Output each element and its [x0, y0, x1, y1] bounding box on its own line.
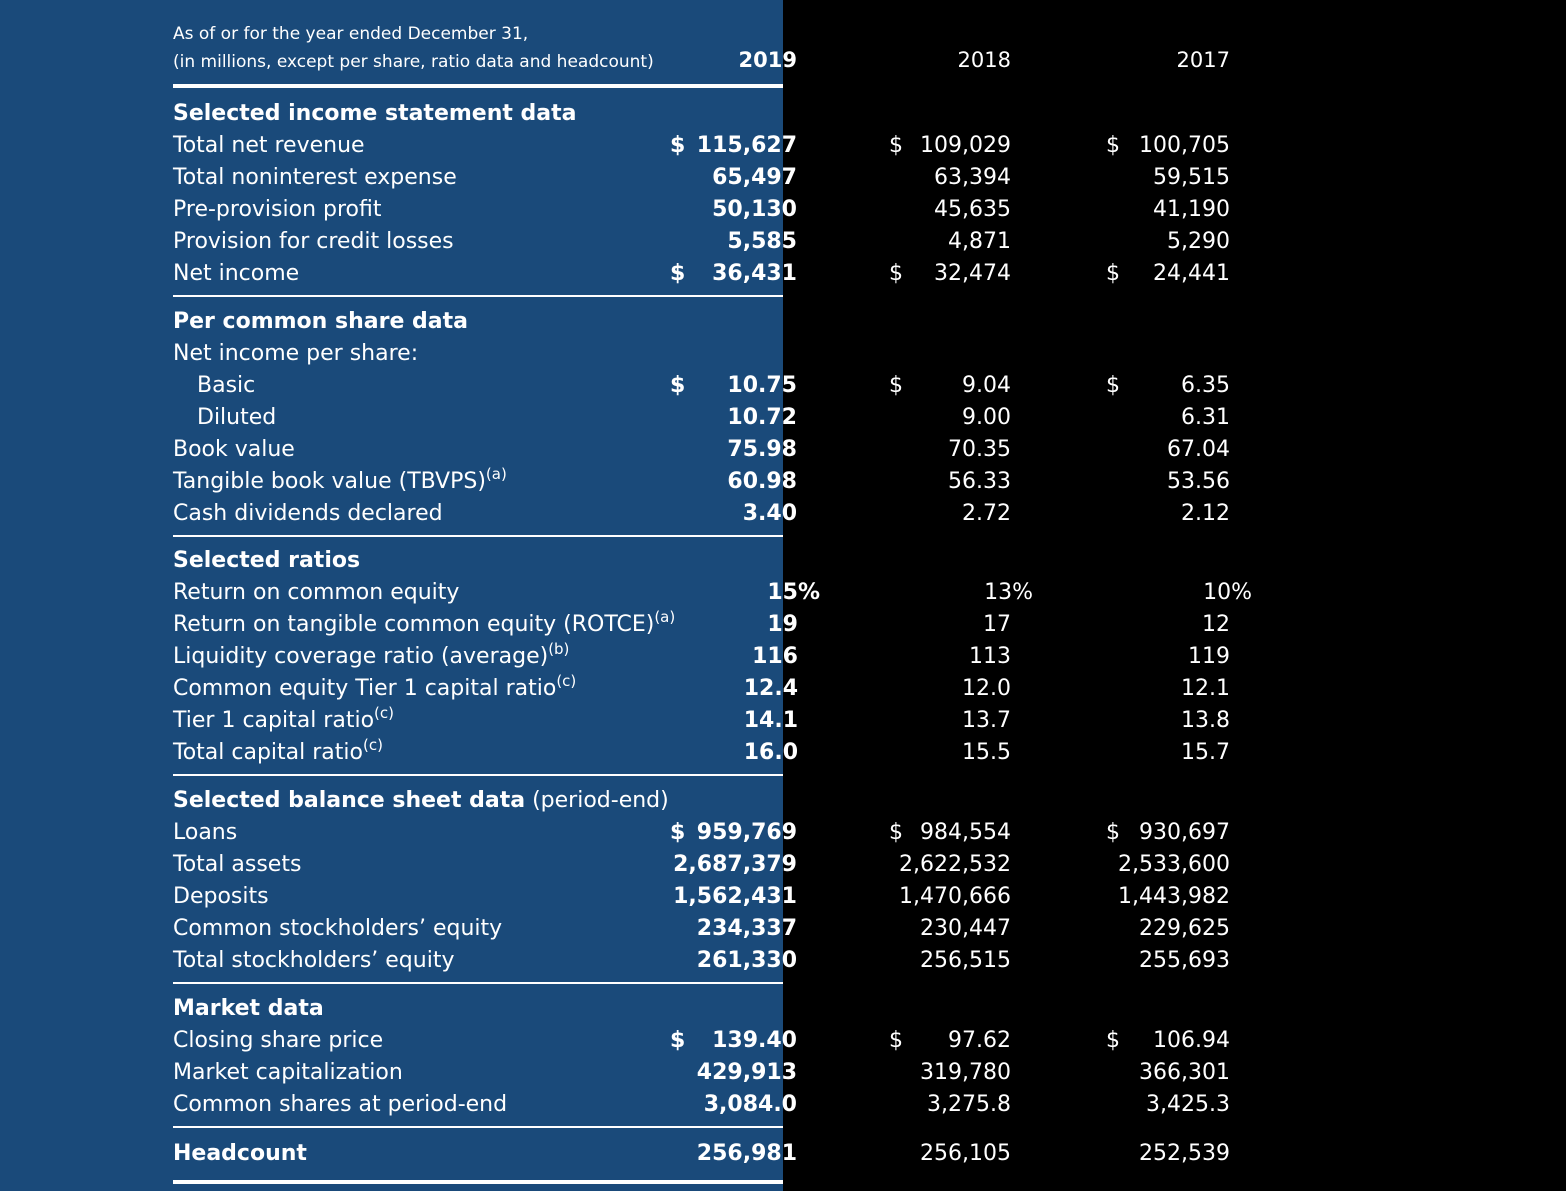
value-2017: 2.12	[1181, 501, 1230, 526]
row-label: Common equity Tier 1 capital ratio$^{(c)}$	[173, 672, 577, 701]
dollar-sign: $	[1106, 261, 1120, 286]
row-label: Liquidity coverage ratio (average)$^{(b)}$	[173, 640, 570, 669]
table-row	[0, 642, 1566, 674]
value-2019: 36,431	[712, 261, 797, 286]
value-2019: 234,337	[696, 916, 797, 941]
table-row	[0, 227, 1566, 259]
year-2017-header: 2017	[1176, 48, 1230, 72]
value-2019: 50,130	[712, 197, 797, 222]
value-2019: 959,769	[696, 820, 797, 845]
dollar-sign: $	[1106, 1028, 1120, 1053]
row-label: Total capital ratio$^{(c)}$	[173, 736, 383, 765]
section-subtitle: Net income per share:	[173, 341, 419, 366]
value-2018: 15.5	[962, 740, 1011, 765]
section-rule	[173, 1126, 783, 1128]
value-2018: 4,871	[948, 229, 1011, 254]
table-row	[0, 371, 1566, 403]
row-label: Common shares at period-end	[173, 1092, 508, 1117]
row-label: Total assets	[173, 852, 302, 877]
row-label: Return on tangible common equity (ROTCE)$^{(a)}$	[173, 608, 676, 637]
value-2019: 261,330	[696, 948, 797, 973]
header-caption-line1: As of or for the year ended December 31,	[173, 24, 529, 44]
value-2018: 9.04	[962, 373, 1011, 398]
dollar-sign: $	[1106, 373, 1120, 398]
section-title: Selected income statement data	[173, 101, 577, 126]
value-2019: 19	[767, 612, 798, 637]
row-label: Return on common equity	[173, 580, 460, 605]
row-label: Book value	[173, 437, 295, 462]
dollar-sign: $	[670, 1028, 686, 1053]
row-label: Provision for credit losses	[173, 229, 454, 254]
table-row	[0, 818, 1566, 850]
headcount-label: Headcount	[173, 1141, 307, 1166]
header-caption-line2: (in millions, except per share, ratio data and headcount)	[173, 52, 654, 72]
value-2017: 106.94	[1153, 1028, 1230, 1053]
dollar-sign: $	[670, 261, 686, 286]
value-2018: 32,474	[934, 261, 1011, 286]
table-row	[0, 163, 1566, 195]
dollar-sign: $	[889, 1028, 903, 1053]
table-row	[0, 946, 1566, 978]
value-2017: 252,539	[1139, 1141, 1230, 1166]
section-rule	[173, 774, 783, 776]
table-row	[0, 1090, 1566, 1122]
section-rule	[173, 295, 783, 297]
value-2019: 14.1	[743, 708, 798, 733]
value-2017: 6.35	[1181, 373, 1230, 398]
value-2018: 256,515	[920, 948, 1011, 973]
dollar-sign: $	[889, 820, 903, 845]
value-2018: 97.62	[948, 1028, 1011, 1053]
row-label: Tier 1 capital ratio$^{(c)}$	[173, 704, 394, 733]
value-2017: 3,425.3	[1146, 1092, 1230, 1117]
value-2017: 53.56	[1167, 469, 1230, 494]
section-pershare	[0, 307, 1566, 339]
row-label: Total stockholders’ equity	[173, 948, 455, 973]
value-2018: 984,554	[920, 820, 1011, 845]
value-2018: 2,622,532	[899, 852, 1011, 877]
footnote-marker: (a)	[654, 608, 676, 626]
value-2019: 1,562,431	[673, 884, 797, 909]
value-2019: 115,627	[696, 133, 797, 158]
value-2019: 429,913	[696, 1060, 797, 1085]
value-2017: 6.31	[1181, 405, 1230, 430]
table-row	[0, 467, 1566, 499]
value-2018: 256,105	[920, 1141, 1011, 1166]
dollar-sign: $	[889, 261, 903, 286]
table-row	[0, 259, 1566, 291]
table-row	[0, 499, 1566, 531]
row-label: Diluted	[197, 405, 277, 430]
value-2019: 65,497	[712, 165, 797, 190]
year-2018-header: 2018	[957, 48, 1011, 72]
value-2017: 10%	[1203, 580, 1252, 605]
table-row	[0, 610, 1566, 642]
value-2017: 67.04	[1167, 437, 1230, 462]
value-2019: 3.40	[742, 501, 797, 526]
value-2019: 10.75	[727, 373, 797, 398]
row-label: Total net revenue	[173, 133, 365, 158]
row-label: Deposits	[173, 884, 269, 909]
section-title: Selected balance sheet data (period-end)	[173, 788, 669, 813]
dollar-sign: $	[889, 133, 903, 158]
header-rule	[173, 84, 783, 88]
dollar-sign: $	[670, 820, 686, 845]
pershare-subtitle-row	[0, 339, 1566, 371]
dollar-sign: $	[1106, 820, 1120, 845]
footnote-marker: (c)	[362, 736, 383, 754]
percent-sign: %	[797, 580, 820, 605]
table-row	[0, 403, 1566, 435]
value-2018: 9.00	[962, 405, 1011, 430]
row-label: Market capitalization	[173, 1060, 403, 1085]
row-label: Common stockholders’ equity	[173, 916, 503, 941]
value-2017: 12.1	[1181, 676, 1230, 701]
value-2018: 2.72	[962, 501, 1011, 526]
table-row	[0, 914, 1566, 946]
value-2017: 100,705	[1139, 133, 1230, 158]
value-2018: 230,447	[920, 916, 1011, 941]
row-label: Closing share price	[173, 1028, 384, 1053]
footnote-marker: (b)	[548, 640, 570, 658]
value-2017: 15.7	[1181, 740, 1230, 765]
value-2018: 63,394	[934, 165, 1011, 190]
value-2019: 2,687,379	[673, 852, 797, 877]
dollar-sign: $	[670, 133, 686, 158]
value-2019: 16.0	[743, 740, 798, 765]
table-row	[0, 882, 1566, 914]
section-income	[0, 99, 1566, 131]
value-2018: 12.0	[962, 676, 1011, 701]
value-2017: 229,625	[1139, 916, 1230, 941]
table-row	[0, 674, 1566, 706]
value-2019: 10.72	[727, 405, 797, 430]
dollar-sign: $	[670, 373, 686, 398]
value-2017: 366,301	[1139, 1060, 1230, 1085]
value-2018: 319,780	[920, 1060, 1011, 1085]
row-label: Loans	[173, 820, 238, 845]
row-label: Total noninterest expense	[173, 165, 457, 190]
value-2019: 3,084.0	[703, 1092, 797, 1117]
value-2018: 113	[969, 644, 1011, 669]
table-row	[0, 131, 1566, 163]
value-2018: 13.7	[962, 708, 1011, 733]
table-row	[0, 435, 1566, 467]
section-rule	[173, 535, 783, 537]
section-rule	[173, 982, 783, 984]
value-2018: 56.33	[948, 469, 1011, 494]
table-row	[0, 850, 1566, 882]
dollar-sign: $	[889, 373, 903, 398]
value-2017: 59,515	[1153, 165, 1230, 190]
row-label: Net income	[173, 261, 300, 286]
value-2017: 24,441	[1153, 261, 1230, 286]
value-2019: 75.98	[727, 437, 797, 462]
value-2018: 3,275.8	[927, 1092, 1011, 1117]
row-label: Pre-provision profit	[173, 197, 382, 222]
row-label: Basic	[197, 373, 256, 398]
section-title: Selected ratios	[173, 548, 361, 573]
value-2017: 2,533,600	[1118, 852, 1230, 877]
value-2019: 15%	[767, 580, 820, 605]
value-2018: 1,470,666	[899, 884, 1011, 909]
table-row	[0, 578, 1566, 610]
footnote-marker: (a)	[485, 465, 507, 483]
value-2017: 255,693	[1139, 948, 1230, 973]
value-2019: 12.4	[743, 676, 798, 701]
row-label: Tangible book value (TBVPS)$^{(a)}$	[173, 465, 507, 494]
table-row	[0, 738, 1566, 770]
percent-sign: %	[1231, 580, 1252, 605]
value-2018: 109,029	[920, 133, 1011, 158]
value-2017: 5,290	[1167, 229, 1230, 254]
section-ratios	[0, 546, 1566, 578]
section-balance	[0, 786, 1566, 818]
table-row	[0, 706, 1566, 738]
table-row	[0, 1058, 1566, 1090]
value-2018: 70.35	[948, 437, 1011, 462]
value-2017: 12	[1202, 612, 1230, 637]
footnote-marker: (c)	[556, 672, 577, 690]
value-2017: 13.8	[1181, 708, 1230, 733]
value-2019: 116	[752, 644, 798, 669]
section-market	[0, 994, 1566, 1026]
value-2019: 5,585	[727, 229, 797, 254]
value-2017: 41,190	[1153, 197, 1230, 222]
table-row	[0, 195, 1566, 227]
value-2019: 139.40	[712, 1028, 797, 1053]
headcount-row	[0, 1139, 1566, 1171]
row-label: Cash dividends declared	[173, 501, 443, 526]
section-title: Per common share data	[173, 309, 468, 334]
section-title-suffix: (period-end)	[525, 788, 669, 813]
value-2019: 256,981	[696, 1141, 797, 1166]
value-2017: 119	[1188, 644, 1230, 669]
value-2019: 60.98	[727, 469, 797, 494]
value-2017: 930,697	[1139, 820, 1230, 845]
footnote-marker: (c)	[374, 704, 394, 722]
dollar-sign: $	[1106, 133, 1120, 158]
table-row	[0, 1026, 1566, 1058]
section-title: Market data	[173, 996, 324, 1021]
value-2017: 1,443,982	[1118, 884, 1230, 909]
value-2018: 17	[983, 612, 1011, 637]
percent-sign: %	[1012, 580, 1033, 605]
footer-rule	[173, 1180, 783, 1184]
year-2019-header: 2019	[738, 48, 797, 72]
value-2018: 13%	[984, 580, 1033, 605]
value-2018: 45,635	[934, 197, 1011, 222]
